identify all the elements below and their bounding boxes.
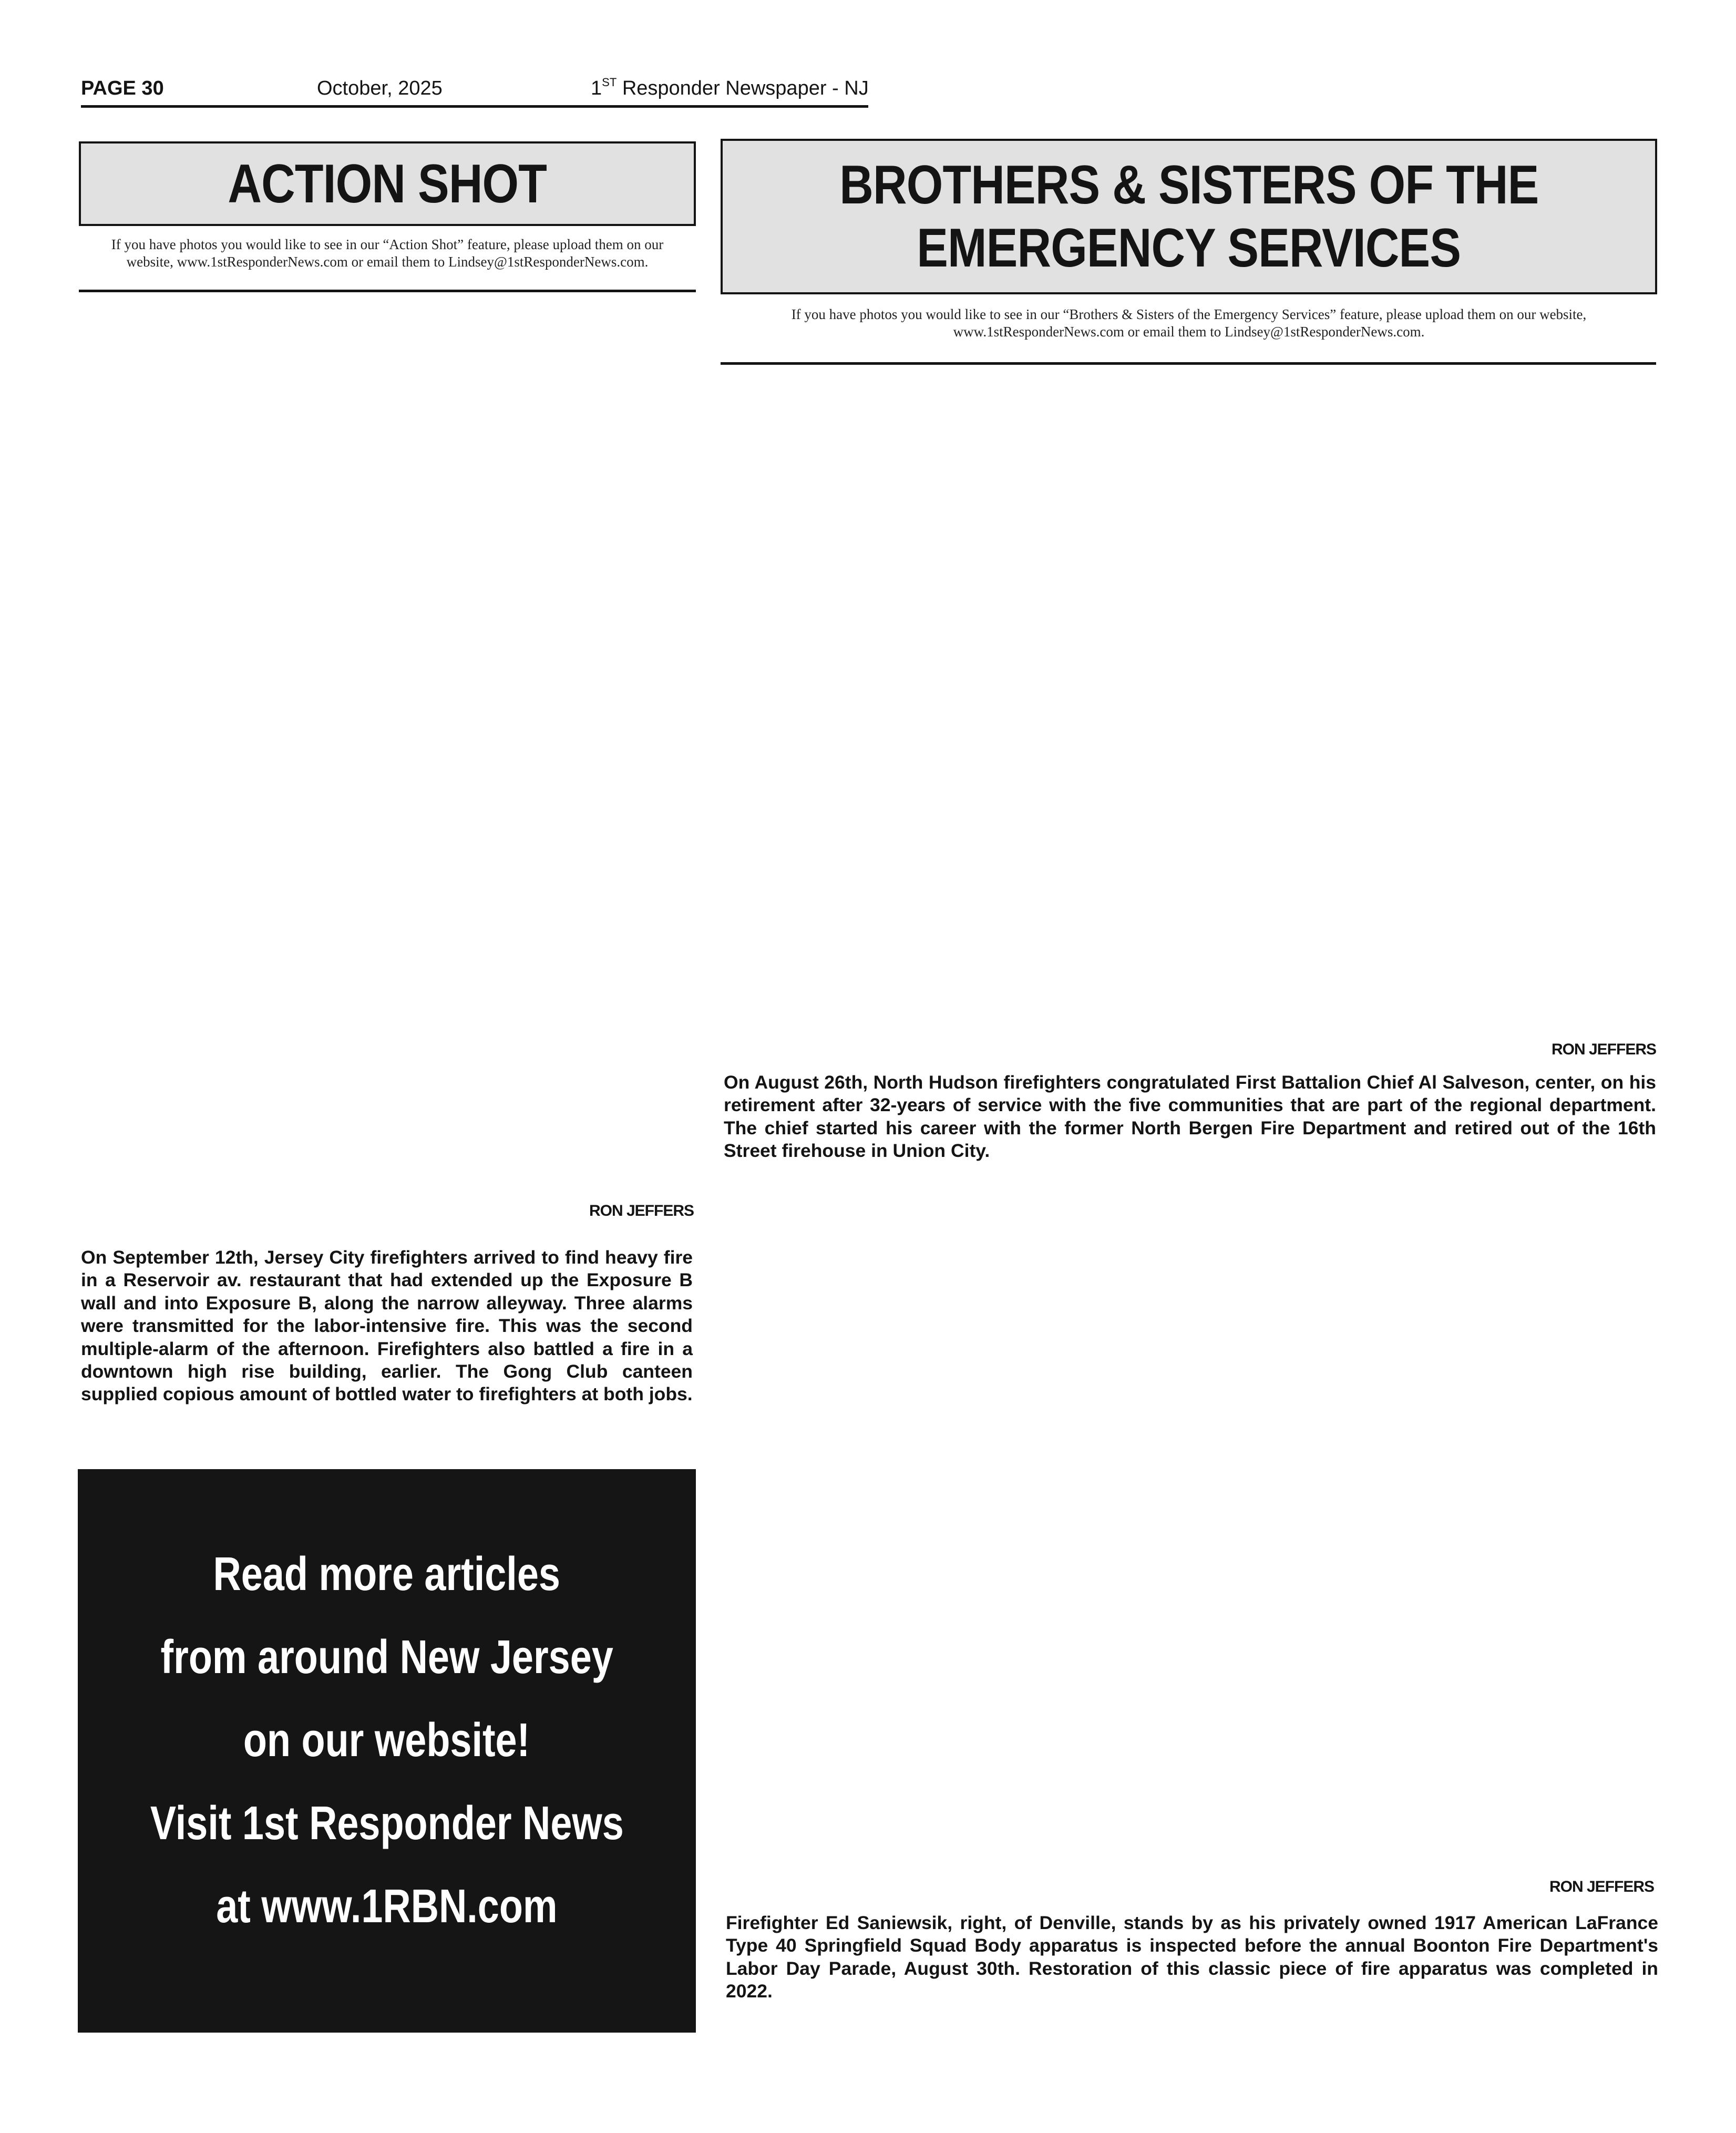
action-shot-photo-credit: RON JEFFERS [589,1202,694,1219]
newspaper-name-prefix: 1 [591,77,602,99]
action-shot-intro-line1: If you have photos you would like to see in our “Action Shot” feature, please upload them on our [111,237,664,252]
promo-line-1: Read more articles [213,1548,561,1601]
action-shot-intro [79,236,696,271]
promo-line-3: on our website! [243,1714,530,1767]
brothers-sisters-photo-1 [721,368,1656,1035]
brothers-sisters-title-line2: EMERGENCY SERVICES [917,218,1461,279]
action-shot-rule [79,290,696,292]
brothers-sisters-intro-line1: If you have photos you would like to see in our “Brothers & Sisters of the Emergency Services” feature, please upload them on our website, [791,306,1587,322]
promo-line-5: at www.1RBN.com [216,1880,558,1933]
brothers-sisters-photo-2-credit: RON JEFFERS [1549,1878,1654,1895]
promo-line-4: Visit 1st Responder News [150,1797,624,1850]
action-shot-photo [79,297,696,1191]
action-shot-caption: On September 12th, Jersey City firefighters arrived to find heavy fire in a Reservoir av. restaurant that had extended up the Exposure B wall and into Exposure B, along the narrow alleyway. Three alarms were transmitted for the labor-intensive fire. This was the second multiple-alarm of the afternoon. Firefighters also battled a fire in a downtown high rise building, earlier. The Gong Club canteen supplied copious amount of bottled water to firefighters at both jobs. [81,1247,693,1405]
issue-date: October, 2025 [317,77,443,99]
brothers-sisters-intro [721,306,1657,341]
folio-rule [81,105,868,108]
page-number: PAGE 30 [81,77,164,99]
action-shot-intro-line2: website, www.1stResponderNews.com or email them to Lindsey@1stResponderNews.com. [126,254,649,270]
newspaper-name [591,77,869,100]
brothers-sisters-title-line1: BROTHERS & SISTERS OF THE [839,155,1539,216]
brothers-sisters-photo-2-caption: Firefighter Ed Saniewsik, right, of Denville, stands by as his privately owned 1917 American LaFrance Type 40 Springfield Squad Body apparatus is inspected before the annual Boonton Fire Department's Labor Day Parade, August 30th. Restoration of this classic piece of fire apparatus was completed in 2022. [726,1912,1658,2002]
brothers-sisters-photo-1-credit: RON JEFFERS [1551,1041,1656,1058]
brothers-sisters-rule [721,362,1656,365]
brothers-sisters-photo-2 [721,1183,1656,1866]
action-shot-title: ACTION SHOT [228,153,547,214]
promo-line-2: from around New Jersey [160,1631,613,1684]
newspaper-name-rest: Responder Newspaper - NJ [617,77,869,99]
website-promo-box [78,1469,696,2033]
brothers-sisters-intro-line2: www.1stResponderNews.com or email them to Lindsey@1stResponderNews.com. [953,324,1425,340]
brothers-sisters-photo-1-caption: On August 26th, North Hudson firefighters congratulated First Battalion Chief Al Salveson, center, on his retirement after 32-years of service with the five communities that are part of the regional department. The chief started his career with the former North Bergen Fire Department and retired out of the 16th Street firehouse in Union City. [724,1072,1656,1162]
action-shot-header [79,141,696,226]
brothers-sisters-header [721,139,1657,294]
newspaper-name-sup: ST [602,76,617,89]
